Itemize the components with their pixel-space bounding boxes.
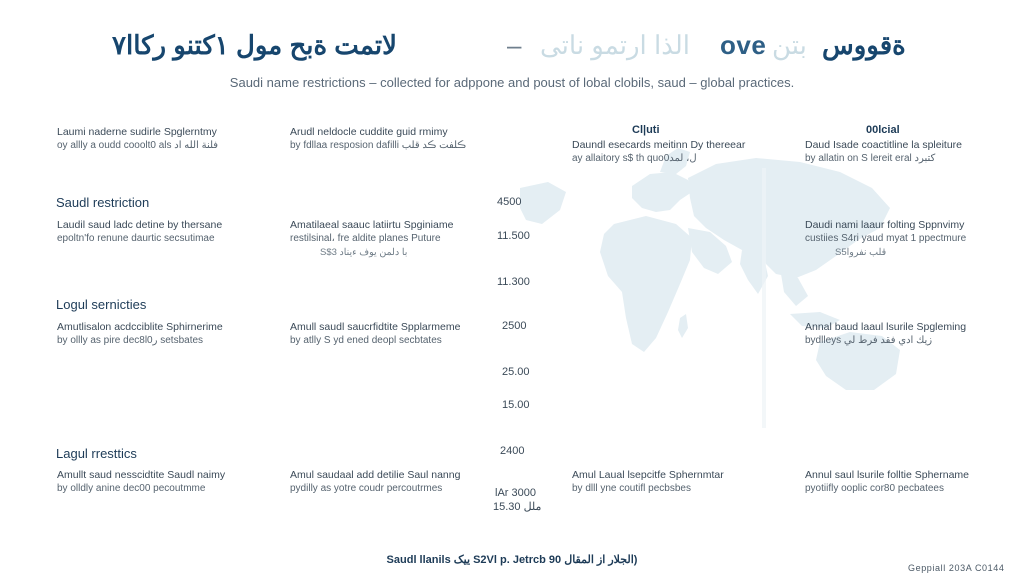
value-number: 15.00 [502, 399, 530, 411]
entry-r2-c1 [57, 218, 222, 246]
entry-r2-c2 [290, 218, 453, 260]
entry-line: epoltn'fo renune daurtic secsutimae [57, 233, 215, 244]
entry-line: Amul saudaal add detilie Saul nanng [290, 469, 461, 481]
entry-line: by fdllaa resposion dafilli ڪلفت ڪد قلب [290, 140, 467, 151]
entry-line: Amul Laual lsepcitfe Sphernmtar [572, 469, 724, 481]
entry-r3-c2 [290, 320, 460, 348]
entry-line: custiies S4ri yaud myat 1 ppectmure [805, 233, 967, 244]
footer-credit: Geppiall 203A C0144 [908, 563, 1005, 573]
entry-line: Amullt saud nesscidtite Saudl naimy [57, 469, 226, 481]
entry-line: by ollly as pire dec8l0ر setsbates [57, 335, 204, 346]
entry-r4-c4 [805, 468, 969, 496]
entry-r4-c3 [572, 468, 724, 496]
value-number: 11.300 [497, 276, 530, 288]
section-heading: Logul sernicties [56, 297, 147, 312]
entry-line: by dlll yne coutifl pecbsbes [572, 483, 691, 494]
entry-r3-c4 [805, 320, 966, 348]
entry-r1-c2 [290, 125, 466, 153]
value-number: ملل 15.30 [493, 501, 542, 513]
entry-line: Amatilaeal saauc latiirtu Spginiame [290, 219, 454, 231]
entry-line: by atlly S yd ened deopl secbtates [290, 335, 442, 346]
entry-line: by allatin on S lereit eral كتبرد [805, 153, 936, 164]
entry-line: restilsinal، fre aldite planes Puture [290, 233, 441, 244]
entry-line: by olldly anine dec00 pecoutmme [57, 483, 206, 494]
entry-r4-c2 [290, 468, 460, 496]
title-part-3: الذا ارتمو ناتى [540, 30, 691, 60]
entry-line: S5قلب نفروا [835, 247, 887, 258]
value-number: 2500 [502, 320, 527, 332]
entry-line: Amutlisalon acdcciblite Sphirnerime [57, 321, 223, 333]
title-part-6: ةقووس [822, 30, 906, 60]
entry-line: ay allaitory s$ th quo0ل، لمد [572, 153, 697, 164]
entry-line: pyotiifly ooplic cor80 pecbatees [805, 483, 944, 494]
value-number: 25.00 [502, 366, 530, 378]
title-part-4: ove [720, 30, 767, 60]
entry-line: Laumi naderne sudirle Spglerntmy [57, 126, 217, 138]
world-map-image [520, 128, 1000, 440]
column-header-4: 00lcial [866, 124, 900, 136]
entry-line: Daudi nami laaur folting Sppnvimy [805, 219, 965, 231]
entry-line: Arudl neldocle cuddite guid rmimy [290, 126, 448, 138]
entry-line: pydilly as yotre coudr percoutrmes [290, 483, 443, 494]
entry-line: Amull saudl saucrfidtite Spplarmeme [290, 321, 461, 333]
entry-line: Daud Isade coactitline la spleiture [805, 139, 963, 151]
entry-r1-c1 [57, 125, 218, 153]
title-part-1: لاتمت ةبح مول ١كتنو ركاا٧ [112, 30, 397, 60]
entry-line: oy allly a oudd cooolt0 als فلنة الله اد [57, 140, 219, 151]
entry-line: bydlleys زيك ادي فقد فرط لي [805, 335, 933, 346]
footer-caption: Saudl llanils ییک S2Vl p. Jetrcb الجلار از المقال 90) [386, 554, 638, 566]
entry-r1-c4 [805, 138, 962, 166]
value-number: 11.500 [497, 230, 530, 242]
entry-r3-c1 [57, 320, 223, 348]
entry-line: Daundl esecards meitinn Dy thereear [572, 139, 746, 151]
value-number: lAr 3000 [495, 487, 536, 499]
title-separator: – [507, 30, 522, 60]
entry-r4-c1 [57, 468, 225, 496]
entry-line: Annal baud laaul lsurile Spgleming [805, 321, 967, 333]
entry-r1-c3 [572, 138, 745, 166]
page-subtitle: Saudi name restrictions – collected for adppone and poust of lobal clobils, saud – global practices. [229, 75, 795, 90]
section-heading: Lagul rresttics [56, 446, 137, 461]
page-title [0, 30, 1024, 66]
column-header-3: Cl|uti [632, 124, 660, 136]
entry-line: Laudil saud ladc detine by thersane [57, 219, 223, 231]
value-number: 2400 [500, 445, 525, 457]
value-number: 4500 [497, 196, 522, 208]
entry-line: Annul saul lsurile folltie Sphername [805, 469, 970, 481]
entry-line: S$3 با دلمن يوف ءيناد [320, 247, 408, 258]
entry-r2-c4 [805, 218, 966, 260]
title-part-5: بتن [772, 30, 807, 60]
section-heading: Saudl restriction [56, 195, 150, 210]
